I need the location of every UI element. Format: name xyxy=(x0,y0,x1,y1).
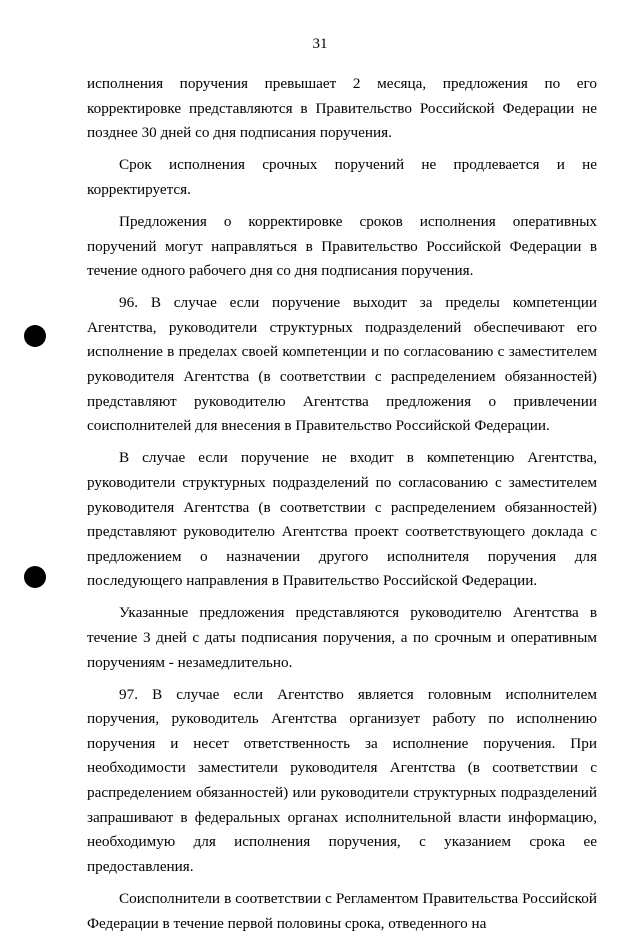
paragraph: Предложения о корректировке сроков исполнения оперативных поручений могут направляться в Правительство Российской Федерации в течение одного рабочего дня со дня подписания поручения. xyxy=(87,212,597,280)
paragraph: В случае если поручение не входит в компетенцию Агентства, руководители структурных подразделений по согласованию с заместителем руководителя Агентства (в соответствии с распределением обязанностей) представляют руководителю Агентства проект соответствующего доклада с предложением о назначении другого исполнителя поручения для последующего направления в Правительство Российской Федерации. xyxy=(87,449,597,590)
page-number: 31 xyxy=(312,36,328,52)
binder-hole-bottom xyxy=(24,566,46,588)
document-body xyxy=(87,72,597,944)
paragraph: Соисполнители в соответствии с Регламентом Правительства Российской Федерации в течение первой половины срока, отведенного на xyxy=(87,889,597,932)
paragraph: 96. В случае если поручение выходит за пределы компетенции Агентства, руководители структурных подразделений обеспечивают его исполнение в пределах своей компетенции и по согласованию с заместителем руководителя Агентства (в соответствии с распределением обязанностей) представляют руководителю Агентства предложения о привлечении соисполнителей для внесения в Правительство Российской Федерации. xyxy=(87,294,597,435)
paragraph: Срок исполнения срочных поручений не продлевается и не корректируется. xyxy=(87,156,597,198)
paragraph: 97. В случае если Агентство является головным исполнителем поручения, руководитель Агентства организует работу по исполнению поручения и несет ответственность за исполнение поручения. При необходимости заместители руководителя Агентства (в соответствии с распределением обязанностей) или руководители структурных подразделений запрашивают в федеральных органах исполнительной власти информацию, необходимую для исполнения поручения, с указанием срока ее предоставления. xyxy=(87,685,597,875)
paragraph: исполнения поручения превышает 2 месяца, предложения по его корректировке представляются в Правительство Российской Федерации не позднее 30 дней со дня подписания поручения. xyxy=(87,75,597,142)
paragraph: Указанные предложения представляются руководителю Агентства в течение 3 дней с даты подписания поручения, а по срочным и оперативным поручениям - незамедлительно. xyxy=(87,604,597,671)
binder-hole-top xyxy=(24,325,46,347)
